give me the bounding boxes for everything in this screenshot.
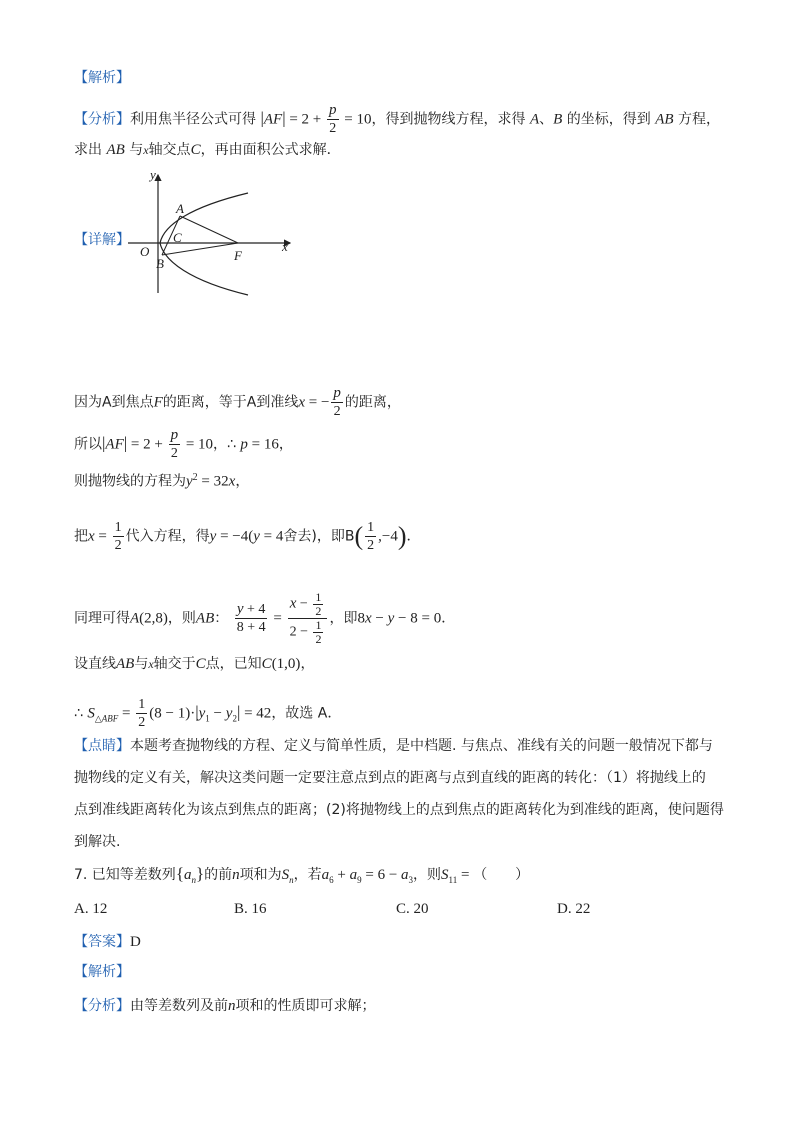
insight-line-4: 到解决. — [74, 834, 121, 850]
detail-line-4: 把x = $\frac{1}{2}$ 代入方程，得y = −4(y = 4舍去)，即B( $\frac{1}{2}$ ,−4)． — [74, 520, 421, 553]
analysis-line-2: 求出 AB 与x轴交点C，再由面积公式求解． — [74, 142, 341, 158]
detail-line-3: 则抛物线的方程为$y^2 = 32x$， — [74, 472, 250, 490]
option-b[interactable]: B. 16 — [234, 901, 267, 917]
label-fenxi: 【分析】 — [74, 111, 130, 128]
option-a[interactable]: A. 12 — [74, 901, 108, 917]
segment-AF — [180, 216, 238, 243]
section-label-analysis: 【解析】 — [74, 70, 130, 86]
parabola-figure — [120, 165, 300, 300]
label-A: A — [176, 201, 184, 216]
detail-line-1: 因为A到焦点F的距离，等于A到准线x = − $\frac{p}{2}$ 的距离， — [74, 385, 401, 419]
label-C: C — [173, 230, 182, 245]
insight-line-3: 点到准线距离转化为该点到焦点的距离；(2)将抛物线上的点到焦点的距离转化为到准线的距离，使问题得 — [74, 802, 724, 818]
answer-line — [74, 932, 141, 952]
detail-line-7: ∴ $S_{\triangle ABF}$ = $\frac{1}{2}$ $(8 - 1)\cdot|y_1 - y_2| = 42$，故选 A． — [74, 697, 342, 730]
label-x: x — [282, 239, 288, 254]
section-label-analysis-2: 【解析】 — [74, 964, 130, 980]
detail-line-6: 设直线AB与x轴交于C点，已知C(1,0)， — [74, 656, 315, 672]
label-dianjing: 【点睛】 — [74, 738, 130, 754]
insight-line-1: 【点睛】本题考查抛物线的方程、定义与简单性质，是中档题. 与焦点、准线有关的问题一般情况下都与 — [74, 738, 713, 754]
analysis-line-1: 【分析】利用焦半径公式可得 |AF| = 2 + $\frac{p}{2}$ = 10，得到抛物线方程，求得 A、B 的坐标，得到 AB 方程， — [74, 102, 720, 136]
label-y: y — [150, 167, 156, 182]
label-O: O — [140, 244, 150, 259]
label-B: B — [156, 256, 164, 271]
section-label-detail: 【详解】 — [74, 232, 130, 248]
label-answer: 【答案】 — [74, 934, 130, 950]
insight-line-2: 抛物线的定义有关，解决这类问题一定要注意点到点的距离与点到直线的距离的转化：（1）将抛线上的 — [74, 770, 706, 786]
answer-value: D — [130, 934, 141, 950]
label-fenxi-2: 【分析】 — [74, 998, 130, 1014]
label-F: F — [234, 248, 242, 263]
question-7: 7. 已知等差数列$\{a_n\}$的前n项和为$S_n$，若$a_6 + a_9 = 6 - a_3$，则$S_{11}$ = （ ） — [74, 864, 530, 885]
option-d[interactable]: D. 22 — [557, 901, 591, 917]
detail-line-2: 所以|AF| = 2 + $\frac{p}{2}$ = 10，∴ p = 16， — [74, 427, 293, 461]
option-c[interactable]: C. 20 — [396, 901, 429, 917]
detail-line-5: 同理可得A(2,8)，则AB： $\frac{y + 4}{8 + 4}$ = x − $\frac{1}{2}$ 2 − $\frac{1}{2}$ ，即8x − y − 8 = 0． — [74, 590, 456, 646]
analysis-2-line: 【分析】由等差数列及前n项和的性质即可求解； — [74, 998, 376, 1014]
